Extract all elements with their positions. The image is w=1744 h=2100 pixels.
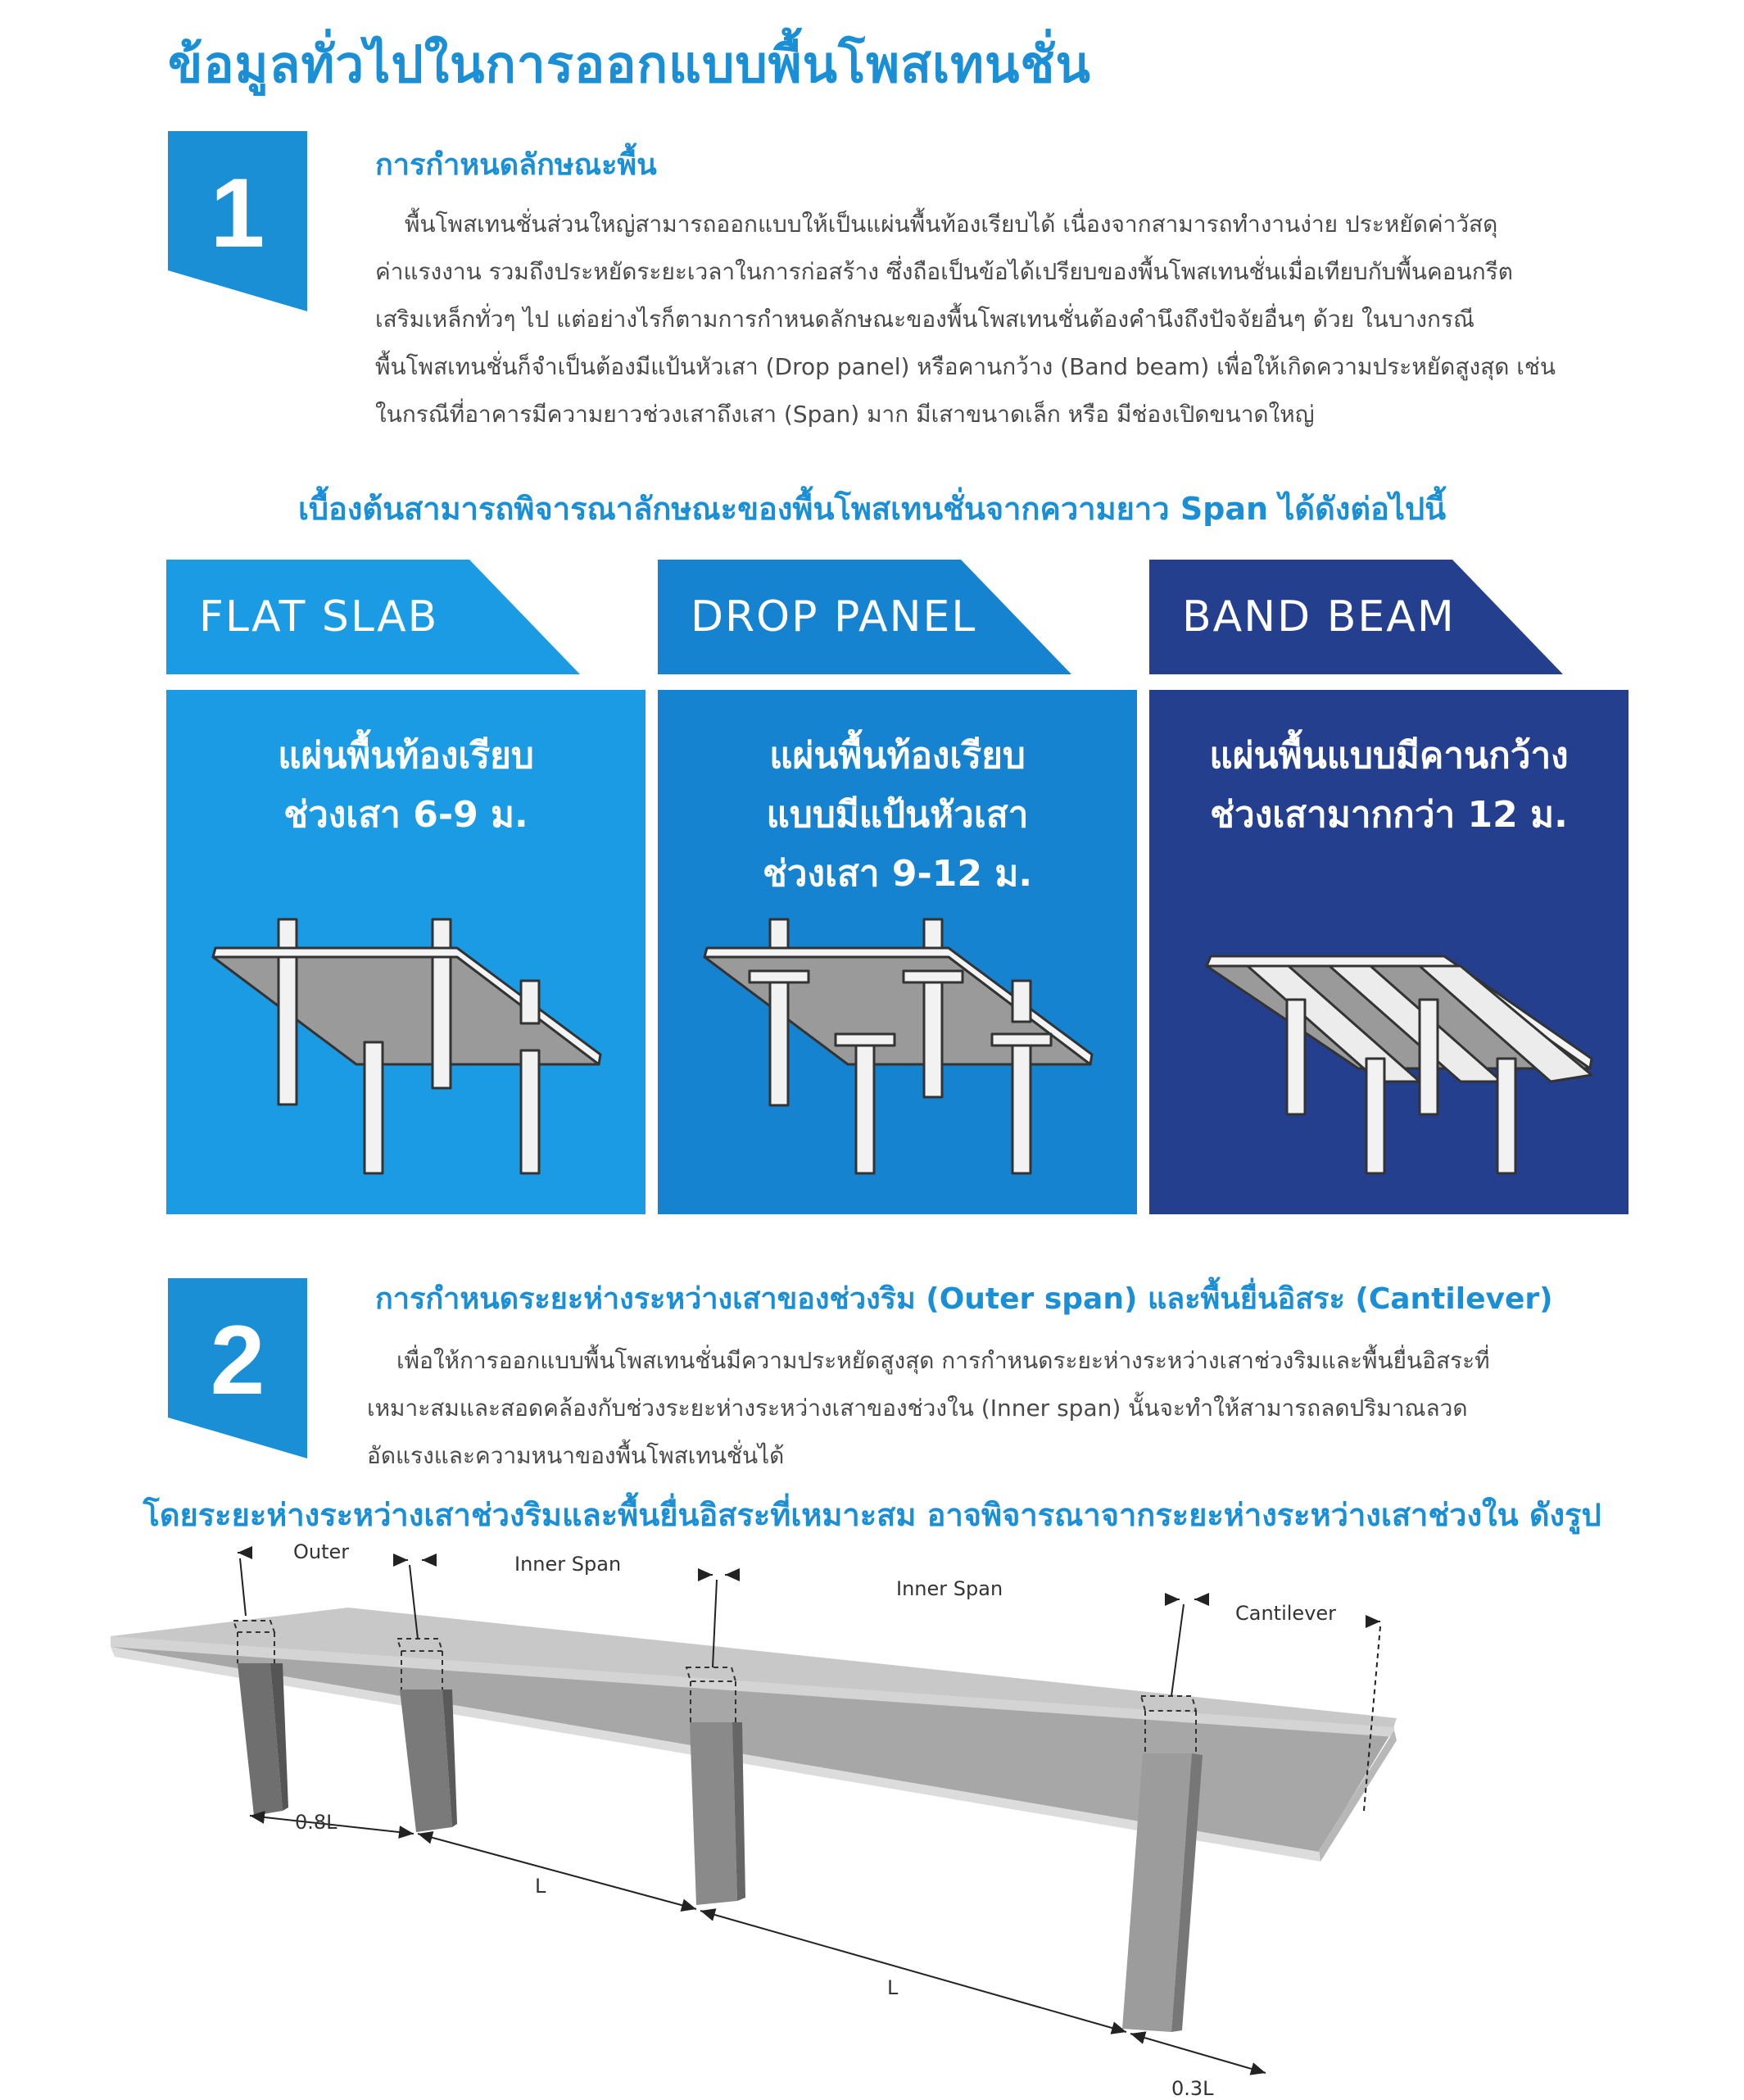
caption-line: แผ่นพื้นท้องเรียบ xyxy=(769,735,1026,777)
span-heading: เบื้องต้นสามารถพิจารณาลักษณะของพื้นโพสเทนชั่นจากความยาว Span ได้ดังต่อไปนี้ xyxy=(297,491,1447,527)
section-2-heading: การกำหนดระยะห่างระหว่างเสาของช่วงริม (Outer span) และพื้นยื่นอิสระ (Cantilever) xyxy=(375,1282,1553,1316)
caption-line: ช่วงเสา 6-9 ม. xyxy=(283,794,528,836)
section-2-paragraph xyxy=(367,1337,1530,1480)
tab-label: BAND BEAM xyxy=(1182,592,1456,642)
section-1-heading: การกำหนดลักษณะพื้น xyxy=(375,148,657,182)
paragraph-line: ค่าแรงงาน รวมถึงประหยัดระยะเวลาในการก่อสร้าง ซึ่งถือเป็นข้อได้เปรียบของพื้นโพสเทนชั่นเมื่อเทียบกับพื้นคอนกรีต xyxy=(375,258,1513,285)
card-caption xyxy=(166,727,646,845)
tab-flat-slab xyxy=(166,560,584,674)
card-caption xyxy=(1149,727,1628,845)
card-band-beam xyxy=(1149,690,1628,1214)
diagram-heading: โดยระยะห่างระหว่างเสาช่วงริมและพื้นยื่นอิสระที่เหมาะสม อาจพิจารณาจากระยะห่างระหว่างเสาช่วงใน ดังรูป xyxy=(143,1497,1601,1533)
section-1-badge xyxy=(168,131,307,320)
section-2-badge xyxy=(168,1278,307,1467)
section-1-paragraph xyxy=(375,201,1637,438)
caption-line: แบบมีแป้นหัวเสา xyxy=(766,794,1029,836)
paragraph-line: อัดแรงและความหนาของพื้นโพสเทนชั่นได้ xyxy=(367,1442,785,1469)
label-outer: Outer xyxy=(293,1540,350,1563)
paragraph-line: เหมาะสมและสอดคล้องกับช่วงระยะห่างระหว่างเสาของช่วงใน (Inner span) นั้นจะทำให้สามารถลดปริมาณลวด xyxy=(367,1395,1468,1422)
page-title: ข้อมูลทั่วไปในการออกแบบพื้นโพสเทนชั่น xyxy=(168,34,1091,94)
card-flat-slab xyxy=(166,690,646,1214)
span-diagram xyxy=(0,1540,1744,2098)
tab-band-beam xyxy=(1149,560,1567,674)
section-1-number: 1 xyxy=(210,158,265,268)
label-0-8l: 0.8L xyxy=(295,1811,337,1834)
card-caption xyxy=(658,727,1137,904)
caption-line: ช่วงเสา 9-12 ม. xyxy=(762,853,1033,895)
label-l-2: L xyxy=(887,1976,899,1999)
tab-drop-panel xyxy=(658,560,1076,674)
caption-line: แผ่นพื้นแบบมีคานกว้าง xyxy=(1209,735,1569,777)
card-drop-panel xyxy=(658,690,1137,1214)
paragraph-line: พื้นโพสเทนชั่นส่วนใหญ่สามารถออกแบบให้เป็นแผ่นพื้นท้องเรียบได้ เนื่องจากสามารถทำงานง่าย ประหยัดค่าวัสดุ xyxy=(405,211,1498,238)
caption-line: ช่วงเสามากกว่า 12 ม. xyxy=(1210,794,1568,836)
tab-label: DROP PANEL xyxy=(691,592,977,642)
label-inner-span-1: Inner Span xyxy=(514,1553,622,1576)
paragraph-line: พื้นโพสเทนชั่นก็จำเป็นต้องมีแป้นหัวเสา (Drop panel) หรือคานกว้าง (Band beam) เพื่อให้เกิดความประหยัดสูงสุด เช่น xyxy=(375,353,1556,380)
label-l-1: L xyxy=(535,1875,546,1898)
column-2 xyxy=(400,1690,457,1832)
column-3 xyxy=(690,1722,745,1905)
tab-label: FLAT SLAB xyxy=(199,592,439,642)
label-inner-span-2: Inner Span xyxy=(896,1577,1003,1600)
paragraph-line: ในกรณีที่อาคารมีความยาวช่วงเสาถึงเสา (Span) มาก มีเสาขนาดเล็ก หรือ มีช่องเปิดขนาดใหญ่ xyxy=(375,401,1315,428)
section-2-number: 2 xyxy=(210,1305,265,1415)
paragraph-line: เพื่อให้การออกแบบพื้นโพสเทนชั่นมีความประหยัดสูงสุด การกำหนดระยะห่างระหว่างเสาช่วงริมและพื้นยื่นอิสระที่ xyxy=(396,1347,1490,1374)
label-0-3l: 0.3L xyxy=(1171,2077,1214,2100)
paragraph-line: เสริมเหล็กทั่วๆ ไป แต่อย่างไรก็ตามการกำหนดลักษณะของพื้นโพสเทนชั่นต้องคำนึงถึงปัจจัยอื่นๆ ด้วย ในบางกรณี xyxy=(375,306,1474,333)
caption-line: แผ่นพื้นท้องเรียบ xyxy=(278,735,534,777)
label-cantilever: Cantilever xyxy=(1235,1602,1337,1625)
column-1 xyxy=(238,1663,288,1816)
